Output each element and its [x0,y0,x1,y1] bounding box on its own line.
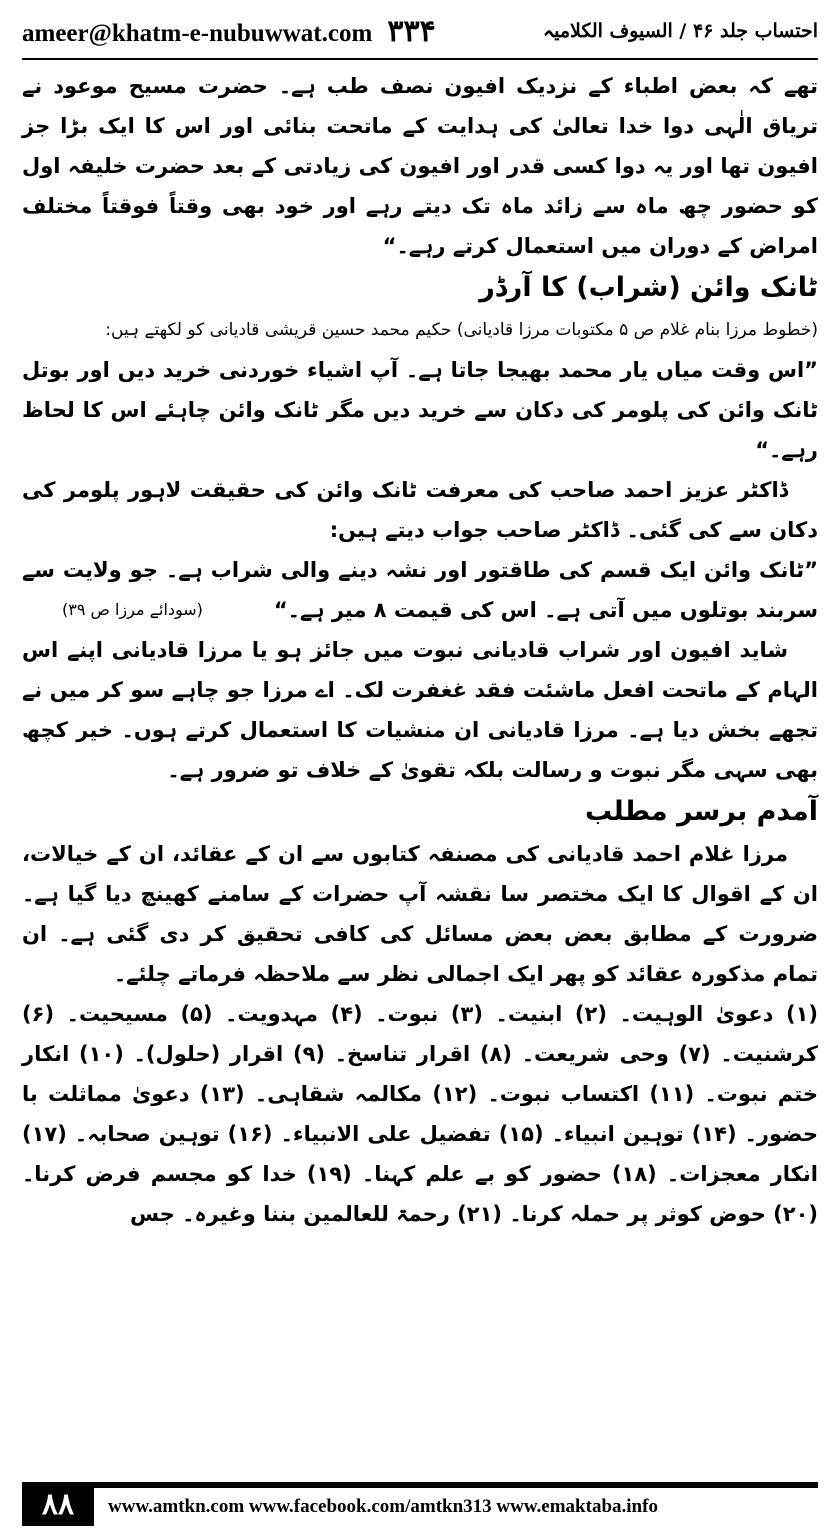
quote-1: ”اس وقت میاں یار محمد بھیجا جاتا ہے۔ آپ اشیاء خوردنی خرید دیں اور بوتل ٹانک وائن کی پلومر کی دکان سے خرید دیں مگر ٹانک وائن چاہئے اس کا لحاظ رہے۔“ [22,358,818,462]
source-note: (خطوط مرزا بنام غلام ص ۵ مکتوبات مرزا قادیانی) حکیم محمد حسین قریشی قادیانی کو لکھتے ہیں: [105,320,818,340]
footer-links[interactable]: www.amtkn.com www.facebook.com/amtkn313 www.emaktaba.info [108,1496,658,1517]
footer-page-number: ۸۸ [22,1482,94,1526]
header-left [22,14,436,49]
header-rule [22,58,818,60]
section-heading-tonic-wine: ٹانک وائن (شراب) کا آرڈر [479,272,818,303]
header-page-marker: ۳۳۴ [387,13,436,49]
section-heading-main-topic: آمدم برسر مطلب [584,796,818,827]
page-footer [22,1482,818,1526]
paragraph-5-list: (۱) دعویٰ الوہیت۔ (۲) ابنیت۔ (۳) نبوت۔ (۴) مہدویت۔ (۵) مسیحیت۔ (۶) کرشنیت۔ (۷) وحی شریعت۔ (۸) اقرار تناسخ۔ (۹) اقرار (حلول)۔ (۱۰) انکار ختم نبوت۔ (۱۱) اکتساب نبوت۔ (۱۲) مکالمہ شقاہی۔ (۱۳) دعویٰ مماثلت با حضور۔ (۱۴) توہین انبیاء۔ (۱۵) تفضیل علی الانبیاء۔ (۱۶) توہین صحابہ۔ (۱۷) انکار معجزات۔ (۱۸) حضور کو بے علم کہنا۔ (۱۹) خدا کو مجسم فرض کرنا۔ (۲۰) حوض کوثر پر حملہ کرنا۔ (۲۱) رحمۃ للعالمین بننا وغیرہ۔ جس [22,1002,818,1226]
footer-links-area [94,1482,818,1526]
quote-2 [22,550,818,630]
paragraph-4: مرزا غلام احمد قادیانی کی مصنفہ کتابوں سے ان کے عقائد، ان کے خیالات، ان کے اقوال کا ایک مختصر سا نقشہ آپ حضرات کے سامنے کھینچ دیا گیا ہے۔ ضرورت کے مطابق بعض بعض مسائل کی کافی تحقیق کر دی گئی ہے۔ ان تمام مذکورہ عقائد کو پھر ایک اجمالی نظر سے ملاحظہ فرماتے چلئے۔ [22,842,818,986]
page-body [22,66,818,1462]
paragraph-2: ڈاکٹر عزیز احمد صاحب کی معرفت ٹانک وائن کی حقیقت لاہور پلومر کی دکان سے کی گئی۔ ڈاکٹر صاحب جواب دیتے ہیں: [22,478,818,542]
quote-2-text: ”ٹانک وائن ایک قسم کی طاقتور اور نشہ دینے والی شراب ہے۔ جو ولایت سے سربند بوتلوں میں آتی ہے۔ اس کی قیمت ۸ میر ہے۔“ [22,558,818,622]
page-header [22,8,818,54]
header-email[interactable]: ameer@khatm-e-nubuwwat.com [22,19,373,47]
quote-2-reference: (سودائے مرزا ص ۳۹) [62,600,203,619]
paragraph-3: شاید افیون اور شراب قادیانی نبوت میں جائز ہو یا مرزا قادیانی اپنے اس الہام کے ماتحت افعل ماشئت فقد غغفرت لک۔ اے مرزا جو چاہے سو کر میں نے تجھے بخش دیا ہے۔ مرزا قادیانی ان منشیات کا استعمال کرتے ہوں۔ خیر کچھ بھی سہی مگر نبوت و رسالت بلکہ تقویٰ کے خلاف تو ضرور ہے۔ [22,638,818,782]
header-book-title: احتساب جلد ۴۶ / السیوف الکلامیہ [542,20,818,42]
paragraph-1: تھے کہ بعض اطباء کے نزدیک افیون نصف طب ہے۔ حضرت مسیح موعود نے تریاق الٰہی دوا خدا تعالیٰ کی ہدایت کے ماتحت بنائی اور اس کا ایک بڑا جز افیون تھا اور یہ دوا کسی قدر اور افیون کی زیادتی کے بعد حضرت خلیفہ اول کو حضور چھ ماہ سے زائد ماہ تک دیتے رہے اور خود بھی وقتاً فوقتاً مختلف امراض کے دوران میں استعمال کرتے رہے۔“ [22,74,818,258]
